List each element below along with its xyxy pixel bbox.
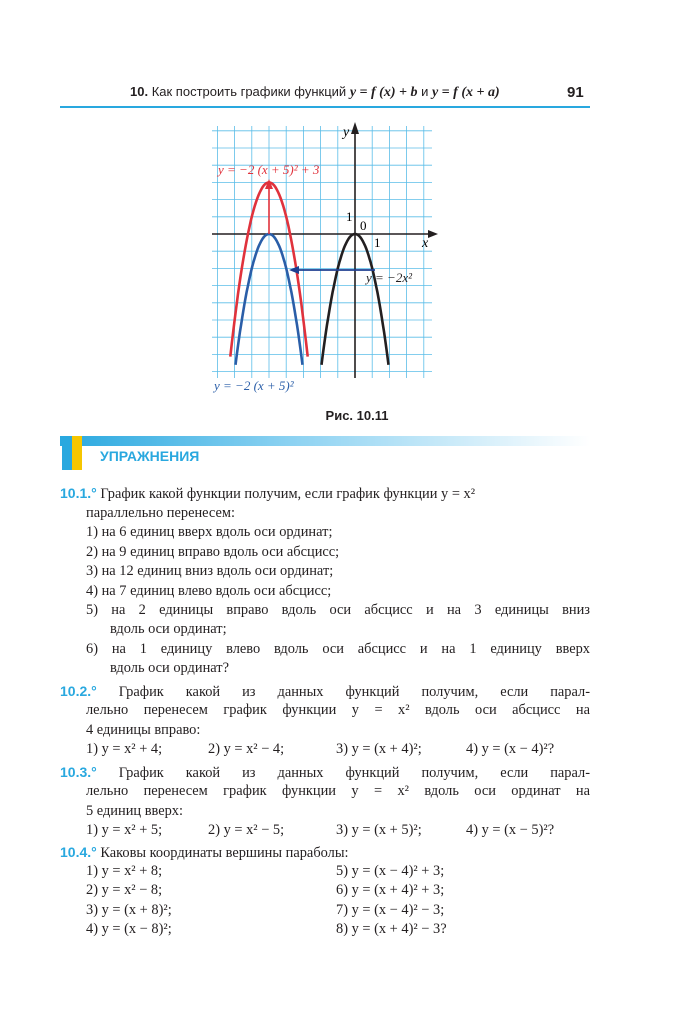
- answer-option: 8) y = (x + 4)² − 3?: [336, 921, 447, 937]
- y-tick-one: 1: [346, 209, 353, 224]
- origin-label: 0: [360, 218, 367, 233]
- list-item-continuation: вдоль оси ординат?: [110, 660, 229, 676]
- answer-option: 4) y = (x − 5)²?: [466, 822, 555, 838]
- answer-option: 7) y = (x − 4)² − 3;: [336, 902, 445, 918]
- horizontal-shift-arrowhead: [289, 266, 299, 274]
- answer-option: 3) y = (x + 8)²;: [86, 902, 172, 918]
- exercise-text: 5 единиц вверх:: [86, 803, 183, 819]
- exercise-text: параллельно перенесем:: [86, 505, 235, 521]
- x-tick-one: 1: [374, 235, 381, 250]
- header-title-text: Как построить графики функций: [151, 84, 350, 99]
- list-item: 3) на 12 единиц вниз вдоль оси ординат;: [86, 563, 334, 579]
- answer-option: 4) y = (x − 8)²;: [86, 921, 172, 937]
- running-header: [60, 80, 590, 104]
- answer-option: 1) y = x² + 5;: [86, 822, 163, 838]
- exercise-text: График какой из данных функций получим, если парал-: [96, 684, 590, 700]
- answer-option: 3) y = (x + 4)²;: [336, 741, 422, 757]
- x-axis-label: x: [422, 236, 429, 251]
- answer-option: 2) y = x² − 5;: [208, 822, 285, 838]
- exercise-10-1-line1: [60, 484, 475, 504]
- answer-option: 2) y = x² − 8;: [86, 882, 163, 898]
- header-formula-1: y = f (x) + b: [349, 85, 418, 100]
- exercise-number: 10.2.°: [60, 683, 97, 699]
- banner-blue-flag: [62, 436, 72, 470]
- page-number: 91: [567, 84, 584, 101]
- exercise-text: График какой из данных функций получим, если парал-: [96, 765, 590, 781]
- answer-option: 2) y = x² − 4;: [208, 741, 285, 757]
- exercise-text: Каковы координаты вершины параболы:: [96, 845, 349, 861]
- figure-caption: Рис. 10.11: [325, 408, 389, 423]
- exercise-number: 10.3.°: [60, 764, 97, 780]
- exercises-banner: [60, 436, 590, 470]
- section-number: 10.: [130, 84, 149, 99]
- parabola-figure: [200, 120, 450, 402]
- exercise-10-4-line1: [60, 843, 349, 863]
- answer-option: 1) y = x² + 4;: [86, 741, 163, 757]
- list-item: 6) на 1 единицу влево вдоль оси абсцисс и на 1 единицу вверх: [86, 641, 590, 657]
- exercise-10-3-line1: [60, 763, 590, 783]
- banner-yellow-flag: [72, 436, 82, 470]
- exercise-number: 10.4.°: [60, 844, 97, 860]
- header-and: и: [417, 84, 432, 99]
- list-item: 5) на 2 единицы вправо вдоль оси абсцисс и на 3 единицы вниз: [86, 602, 590, 618]
- exercise-text: лельно перенесем график функции y = x² вдоль оси абсцисс на: [86, 702, 590, 718]
- blue-curve-label: y = −2 (x + 5)²: [214, 378, 294, 393]
- exercise-number: 10.1.°: [60, 485, 97, 501]
- list-item: 2) на 9 единиц вправо вдоль оси абсцисс;: [86, 544, 340, 560]
- y-axis-label: y: [343, 125, 350, 140]
- list-item: 1) на 6 единиц вверх вдоль оси ординат;: [86, 524, 333, 540]
- banner-gradient-bar: [60, 436, 590, 446]
- answer-option: 6) y = (x + 4)² + 3;: [336, 882, 445, 898]
- answer-option: 3) y = (x + 5)²;: [336, 822, 422, 838]
- header-formula-2: y = f (x + a): [431, 85, 500, 100]
- answer-option: 1) y = x² + 8;: [86, 863, 163, 879]
- exercise-text: График какой функции получим, если график функции y = x²: [96, 486, 476, 502]
- exercise-text: лельно перенесем график функции y = x² вдоль оси ординат на: [86, 783, 590, 799]
- exercise-10-2-line1: [60, 682, 590, 702]
- black-curve-label: y = −2x²: [366, 270, 412, 285]
- list-item-continuation: вдоль оси ординат;: [110, 621, 227, 637]
- y-axis-arrow: [351, 122, 359, 134]
- exercises-title: УПРАЖНЕНИЯ: [100, 448, 200, 464]
- answer-option: 5) y = (x − 4)² + 3;: [336, 863, 445, 879]
- x-axis-arrow: [428, 230, 438, 238]
- list-item: 4) на 7 единиц влево вдоль оси абсцисс;: [86, 583, 332, 599]
- answer-option: 4) y = (x − 4)²?: [466, 741, 555, 757]
- header-rule: [60, 106, 590, 108]
- red-curve-label: y = −2 (x + 5)² + 3: [218, 162, 320, 177]
- exercise-text: 4 единицы вправо:: [86, 722, 201, 738]
- header-title: [130, 84, 500, 101]
